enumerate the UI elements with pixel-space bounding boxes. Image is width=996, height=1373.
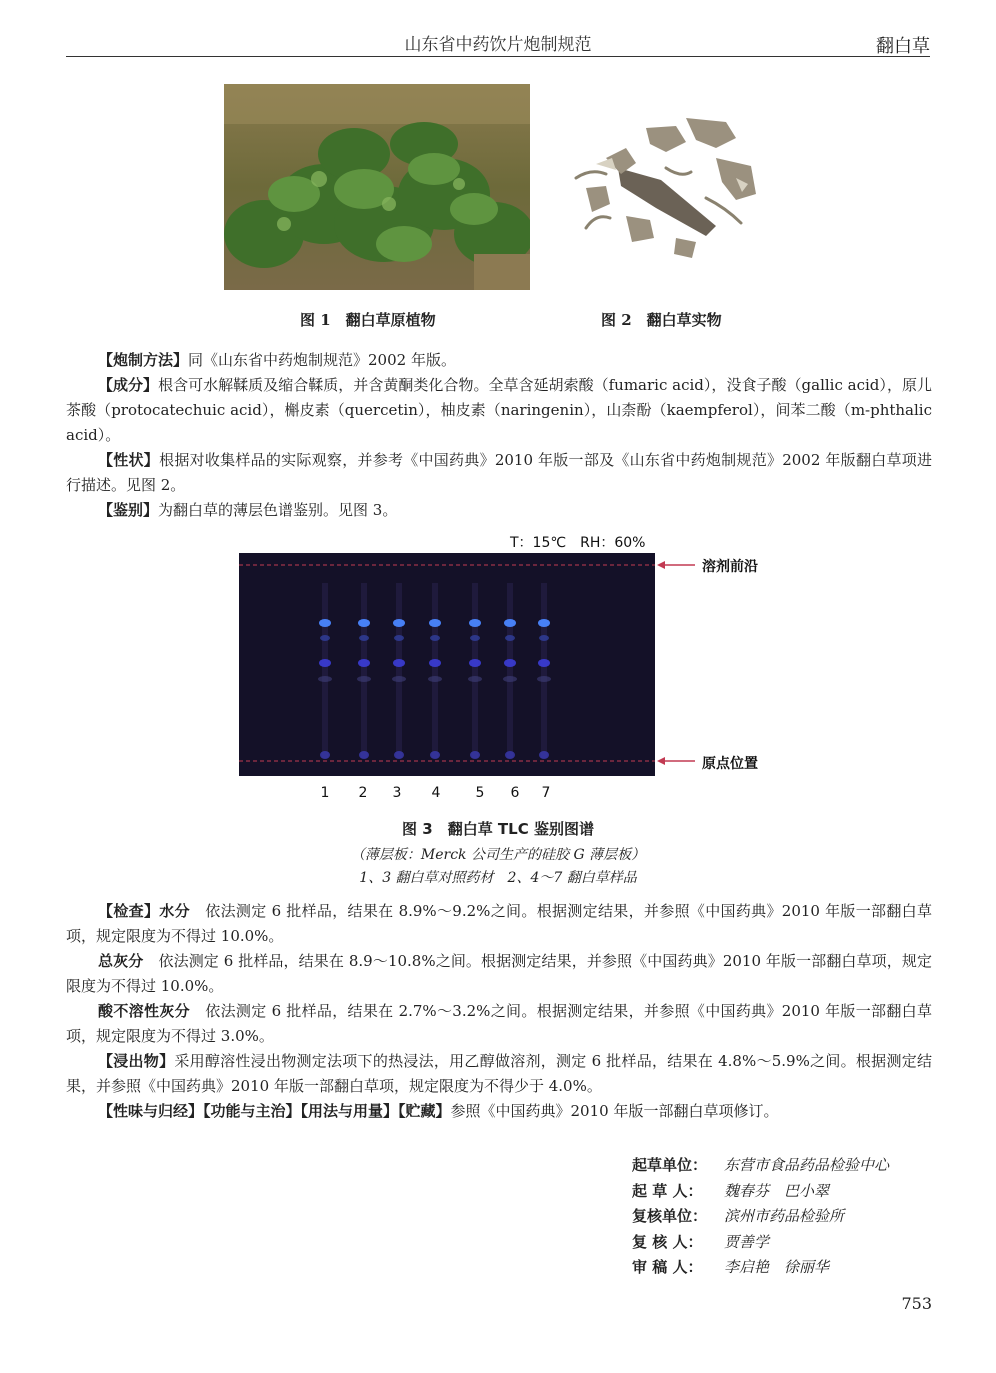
tlc-spot <box>504 659 516 667</box>
figure-3-note-plate: （薄层板：Merck 公司生产的硅胶 G 薄层板） <box>350 847 646 863</box>
drafter-value: 李启艳 徐丽华 <box>724 1258 830 1276</box>
tlc-spot <box>428 676 442 682</box>
drafter-row <box>632 1153 889 1179</box>
text-identification: 为翻白草的薄层色谱鉴别。见图 3。 <box>158 501 398 519</box>
text-components: 根含可水解鞣质及缩合鞣质，并含黄酮类化合物。全草含延胡索酸（fumaric acid），没食子酸（gallic acid），原儿茶酸（protocatechuic acid），槲皮素（quercetin），柚皮素（naringenin），山柰酚（kaempferol），间苯二酸（m-phthalic acid）。 <box>66 376 932 444</box>
page-number: 753 <box>901 1294 932 1313</box>
origin-label: 原点位置 <box>702 756 758 772</box>
tlc-spot <box>430 635 440 641</box>
lane-number: 1 <box>320 785 330 801</box>
running-header-herb: 翻白草 <box>876 36 930 57</box>
tlc-spot <box>539 751 549 759</box>
tlc-spot <box>429 619 441 627</box>
lane-number: 5 <box>475 785 485 801</box>
figure-3-note-lanes: 1、3 翻白草对照药材 2、4～7 翻白草样品 <box>359 870 637 886</box>
section-tag-identification: 【鉴别】 <box>98 501 159 519</box>
tlc-spot <box>468 676 482 682</box>
tlc-spot <box>358 659 370 667</box>
figure-2-herb-photo <box>566 108 766 268</box>
tlc-spot <box>319 659 331 667</box>
section-tag-extract: 【浸出物】 <box>98 1052 175 1070</box>
running-header-title: 山东省中药饮片炮制规范 <box>404 35 592 55</box>
paragraph-extract <box>66 1049 932 1099</box>
drafter-value: 魏春芬 巴小翠 <box>724 1181 830 1200</box>
tlc-spot <box>320 635 330 641</box>
drafter-row <box>632 1230 889 1256</box>
paragraph-components <box>66 373 932 448</box>
lane-number: 3 <box>392 785 402 801</box>
tlc-spot <box>359 635 369 641</box>
tlc-spot <box>392 676 406 682</box>
text-extract: 采用醇溶性浸出物测定法项下的热浸法，用乙醇做溶剂，测定 6 批样品，结果在 4.8%～5.9%之间。根据测定结果，并参照《中国药典》2010 年版一部翻白草项，规定限度为不得少于 4.0%。 <box>66 1052 932 1095</box>
tlc-spot <box>505 635 515 641</box>
solvent-front-label: 溶剂前沿 <box>702 559 758 575</box>
paragraph-identification <box>66 498 932 523</box>
figure-1-plant-photo <box>224 84 530 290</box>
figure-2-caption: 图 2 翻白草实物 <box>601 311 722 329</box>
header-rule <box>66 56 930 57</box>
tlc-spot <box>538 659 550 667</box>
tlc-lane-streak <box>361 583 367 758</box>
paragraph-method <box>66 348 932 373</box>
tlc-lane-streak <box>396 583 402 758</box>
drafter-value: 滨州市药品检验所 <box>724 1207 845 1225</box>
tlc-arrows <box>655 555 700 775</box>
text-traits: 根据对收集样品的实际观察，并参考《中国药典》2010 年版一部及《山东省中药炮制规范》2002 年版翻白草项进行描述。见图 2。 <box>66 451 932 494</box>
tlc-plate <box>239 553 655 776</box>
text-method: 同《山东省中药炮制规范》2002 年版。 <box>188 351 456 369</box>
drafter-label: 起草单位： <box>632 1156 708 1174</box>
text-others: 参照《中国药典》2010 年版一部翻白草项修订。 <box>450 1102 779 1120</box>
body-section-1 <box>66 348 932 523</box>
section-tag-moisture: 【检查】水分 <box>98 902 190 920</box>
tlc-spot <box>469 619 481 627</box>
tlc-lane-streak <box>472 583 478 758</box>
tlc-lane-streak <box>322 583 328 758</box>
paragraph-acid-ash <box>66 999 932 1049</box>
drafter-row <box>632 1179 889 1205</box>
lane-number: 6 <box>510 785 520 801</box>
tlc-spot <box>318 676 332 682</box>
tlc-spot <box>358 619 370 627</box>
tlc-spot <box>319 619 331 627</box>
tlc-spot <box>393 619 405 627</box>
tlc-spot <box>359 751 369 759</box>
tlc-spot <box>505 751 515 759</box>
lane-number: 7 <box>541 785 551 801</box>
text-moisture: 依法测定 6 批样品，结果在 8.9%～9.2%之间。根据测定结果，并参照《中国药典》2010 年版一部翻白草项，规定限度为不得过 10.0%。 <box>66 902 932 945</box>
drafter-label: 起 草 人： <box>632 1181 703 1200</box>
drafter-row <box>632 1204 889 1230</box>
section-tag-acid-ash: 酸不溶性灰分 <box>98 1002 190 1020</box>
drafters-block <box>632 1153 889 1281</box>
tlc-spot <box>357 676 371 682</box>
figure-1-caption: 图 1 翻白草原植物 <box>300 311 436 329</box>
tlc-spot <box>539 635 549 641</box>
drafter-label: 复 核 人： <box>632 1232 703 1251</box>
lane-number: 4 <box>431 785 441 801</box>
tlc-spot <box>503 676 517 682</box>
tlc-spot <box>393 659 405 667</box>
tlc-spot <box>429 659 441 667</box>
paragraph-total-ash <box>66 949 932 999</box>
tlc-conditions: T：15℃ RH：60% <box>510 535 646 551</box>
section-tag-total-ash: 总灰分 <box>98 952 144 970</box>
section-tag-others: 【性味与归经】【功能与主治】【用法与用量】【贮藏】 <box>98 1102 451 1120</box>
tlc-spot <box>394 635 404 641</box>
text-acid-ash: 依法测定 6 批样品，结果在 2.7%～3.2%之间。根据测定结果，并参照《中国药典》2010 年版一部翻白草项，规定限度为不得过 3.0%。 <box>66 1002 932 1045</box>
tlc-spot <box>430 751 440 759</box>
tlc-lane-streak <box>507 583 513 758</box>
drafter-value: 东营市食品药品检验中心 <box>724 1156 890 1174</box>
tlc-spot <box>320 751 330 759</box>
drafter-label: 复核单位： <box>632 1207 708 1225</box>
drafter-row <box>632 1255 889 1281</box>
section-tag-method: 【炮制方法】 <box>98 351 189 369</box>
lane-number: 2 <box>358 785 368 801</box>
paragraph-others <box>66 1099 932 1124</box>
figure-3-caption: 图 3 翻白草 TLC 鉴别图谱 <box>402 820 594 838</box>
text-total-ash: 依法测定 6 批样品，结果在 8.9～10.8%之间。根据测定结果，并参照《中国药典》2010 年版一部翻白草项，规定限度为不得过 10.0%。 <box>66 952 932 995</box>
drafter-label: 审 稿 人： <box>632 1258 703 1276</box>
paragraph-traits <box>66 448 932 498</box>
tlc-spot <box>538 619 550 627</box>
paragraph-moisture <box>66 899 932 949</box>
body-section-2 <box>66 899 932 1124</box>
tlc-spot <box>469 659 481 667</box>
section-tag-traits: 【性状】 <box>98 451 160 469</box>
tlc-spot <box>537 676 551 682</box>
tlc-lane-streak <box>541 583 547 758</box>
tlc-spot <box>470 751 480 759</box>
tlc-lane-streak <box>432 583 438 758</box>
tlc-spot <box>470 635 480 641</box>
section-tag-components: 【成分】 <box>98 376 159 394</box>
drafter-value: 贾善学 <box>724 1232 770 1251</box>
tlc-spot <box>394 751 404 759</box>
tlc-spot <box>504 619 516 627</box>
